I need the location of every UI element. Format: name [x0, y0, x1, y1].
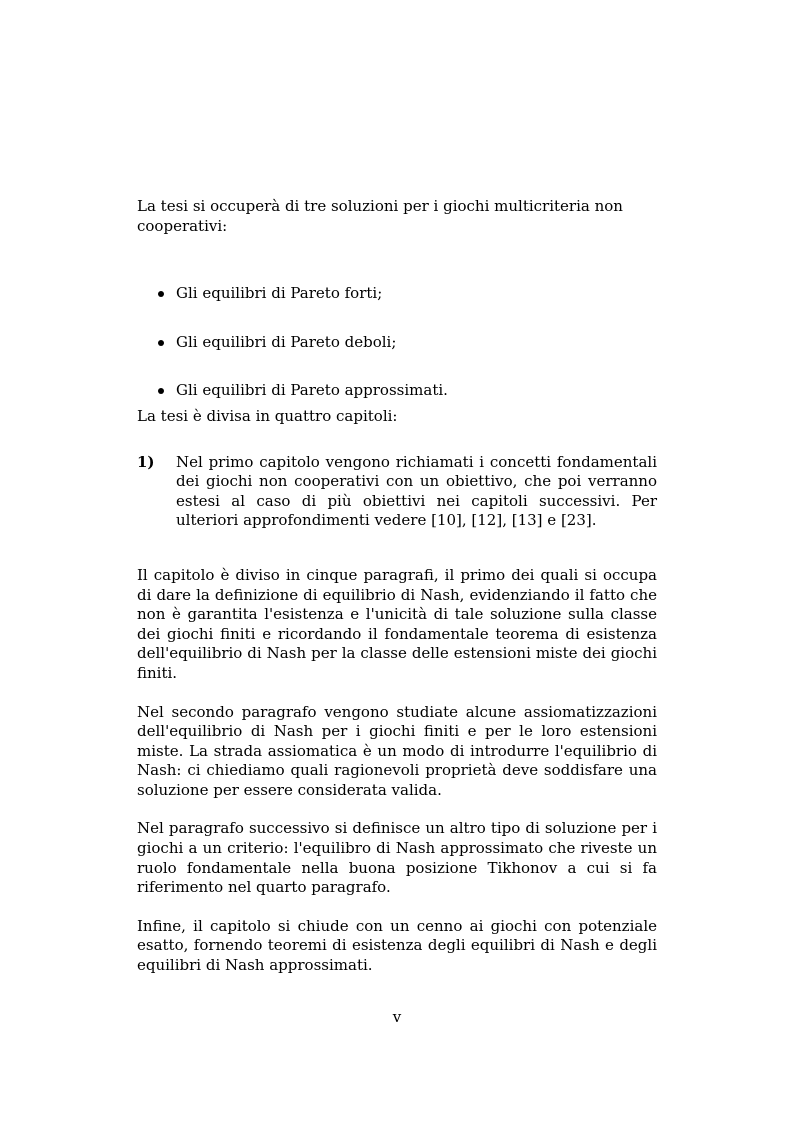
list-item-text: Gli equilibri di Pareto approssimati.	[176, 381, 448, 400]
body-paragraph: Infine, il capitolo si chiude con un cenno ai giochi con potenziale esatto, fornendo teoremi di esistenza degli equilibri di Nash e degli equilibri di Nash approssimati.	[137, 916, 657, 975]
intro-paragraph: La tesi si occuperà di tre soluzioni per i giochi multicriteria non cooperativi:	[137, 197, 623, 235]
body-paragraph: Nel secondo paragrafo vengono studiate alcune assiomatizzazioni dell'equilibrio di Nash per i giochi finiti e per le loro estensioni miste. La strada assiomatica è un modo di introdurre l'equilibrio di Nash: ci chiediamo quali ragionevoli proprietà deve soddisfare una soluzione per essere considerata valida.	[137, 702, 657, 799]
list-item	[137, 333, 657, 353]
page-number: v	[392, 1008, 402, 1026]
bullet-icon	[158, 340, 164, 346]
bullet-icon	[158, 388, 164, 394]
chapter-text: Nel primo capitolo vengono richiamati i concetti fondamentali dei giochi non cooperativi con un obiettivo, che poi verranno estesi al caso di più obiettivi nei capitoli successivi. Per ulteriori approfondimenti vedere [10], [12], [13] e [23].	[176, 452, 657, 530]
list-item-text: Gli equilibri di Pareto forti;	[176, 284, 383, 303]
body-paragraph: Il capitolo è diviso in cinque paragrafi, il primo dei quali si occupa di dare la definizione di equilibrio di Nash, evidenziando il fatto che non è garantita l'esistenza e l'unicità di tale soluzione sulla classe dei giochi finiti e ricordando il fondamentale teorema di esistenza dell'equilibrio di Nash per la classe delle estensioni miste dei giochi finiti.	[137, 565, 657, 682]
list-item	[137, 381, 657, 401]
page-body	[137, 197, 657, 976]
body-paragraph: Nel paragrafo successivo si definisce un altro tipo di soluzione per i giochi a un criterio: l'equilibro di Nash approssimato che riveste un ruolo fondamentale nella buona posizione Tikhonov a cui si fa riferimento nel quarto paragrafo.	[137, 819, 657, 897]
division-paragraph: La tesi è divisa in quattro capitoli:	[137, 406, 398, 425]
list-item	[137, 284, 657, 304]
chapter-item	[137, 453, 657, 531]
chapter-number: 1)	[137, 452, 155, 471]
bullet-icon	[158, 291, 164, 297]
solutions-list	[137, 284, 657, 401]
list-item-text: Gli equilibri di Pareto deboli;	[176, 332, 397, 351]
